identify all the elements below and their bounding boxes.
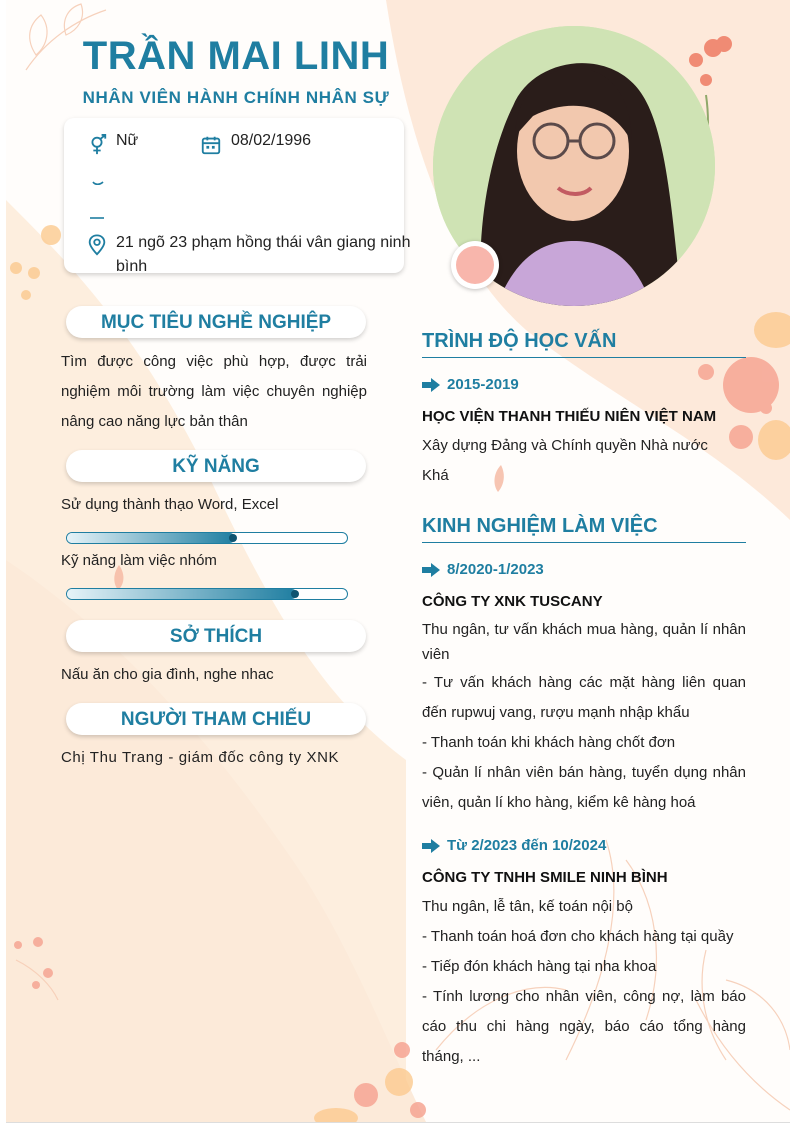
photo-accent-dot [451, 241, 499, 289]
birthdate-value: 08/02/1996 [231, 132, 312, 149]
skill-2-knob [291, 590, 299, 598]
hobbies-text: Nấu ăn cho gia đình, nghe nhac [61, 666, 274, 683]
skill-2-bar [66, 588, 348, 600]
job-1-line-2: - Tư vấn khách hàng các mặt hàng liên quan đến rupwuj vang, rượu mạnh nhập khẩu [422, 674, 746, 721]
job-2-company: CÔNG TY TNHH SMILE NINH BÌNH [422, 869, 668, 886]
arrow-right-icon [422, 563, 440, 577]
gender-icon [86, 134, 108, 156]
phone-icon [90, 174, 106, 190]
job-2-line-2: - Thanh toán hoá đơn cho khách hàng tại quầy [422, 928, 734, 945]
skill-1-bar [66, 532, 348, 544]
job-1-company: CÔNG TY XNK TUSCANY [422, 593, 603, 610]
references-heading: NGƯỜI THAM CHIẾU [66, 703, 366, 735]
education-period: 2015-2019 [447, 376, 519, 393]
education-grade: Khá [422, 467, 449, 484]
job-1-line-1: Thu ngân, tư vấn khách mua hàng, quản lí nhân viên [422, 621, 746, 663]
personal-info-card [64, 118, 411, 275]
skill-1-fill [67, 533, 235, 543]
job-2-period: Từ 2/2023 đến 10/2024 [447, 837, 607, 854]
hobbies-heading: SỞ THÍCH [66, 620, 366, 652]
job-2-line-4: - Tính lương cho nhân viên, công nợ, làm báo cáo thu chi hàng ngày, báo cáo tổng hàng tháng, ... [422, 988, 746, 1065]
skill-1-knob [229, 534, 237, 542]
arrow-right-icon [422, 378, 440, 392]
job-1-line-3: - Thanh toán khi khách hàng chốt đơn [422, 734, 676, 751]
skill-2-fill [67, 589, 297, 599]
education-school: HỌC VIỆN THANH THIẾU NIÊN VIỆT NAM [422, 408, 717, 425]
gender-value: Nữ [116, 132, 139, 149]
objective-heading: MỤC TIÊU NGHỀ NGHIỆP [66, 306, 366, 338]
candidate-name: TRẦN MAI LINH [82, 34, 390, 78]
arrow-right-icon [422, 839, 440, 853]
job-1-line-4: - Quản lí nhân viên bán hàng, tuyển dụng nhân viên, quản lí kho hàng, kiểm kê hàng hoá [422, 764, 746, 811]
calendar-icon [200, 134, 222, 156]
education-heading: TRÌNH ĐỘ HỌC VẤN [422, 330, 746, 358]
location-icon [86, 234, 108, 256]
job-1-period: 8/2020-1/2023 [447, 561, 544, 578]
objective-text: Tìm được công việc phù hợp, được trải nghiệm môi trường làm việc chuyên nghiệp nâng cao năng lực bản thân [61, 353, 367, 430]
job-title: NHÂN VIÊN HÀNH CHÍNH NHÂN SỰ [82, 88, 390, 107]
skill-1-label: Sử dụng thành thạo Word, Excel [61, 496, 279, 513]
job-2-line-3: - Tiếp đón khách hàng tại nha khoa [422, 958, 657, 975]
education-major: Xây dựng Đảng và Chính quyền Nhà nước [422, 437, 708, 454]
email-icon [88, 208, 106, 224]
address-value: 21 ngõ 23 phạm hồng thái vân giang ninh bình [116, 234, 411, 275]
cv-page [6, 0, 790, 1123]
references-text: Chị Thu Trang - giám đốc công ty XNK [61, 749, 340, 766]
experience-heading: KINH NGHIỆM LÀM VIỆC [422, 515, 746, 543]
job-2-line-1: Thu ngân, lễ tân, kế toán nội bộ [422, 898, 633, 915]
skills-heading: KỸ NĂNG [66, 450, 366, 482]
skill-2-label: Kỹ năng làm việc nhóm [61, 552, 217, 569]
